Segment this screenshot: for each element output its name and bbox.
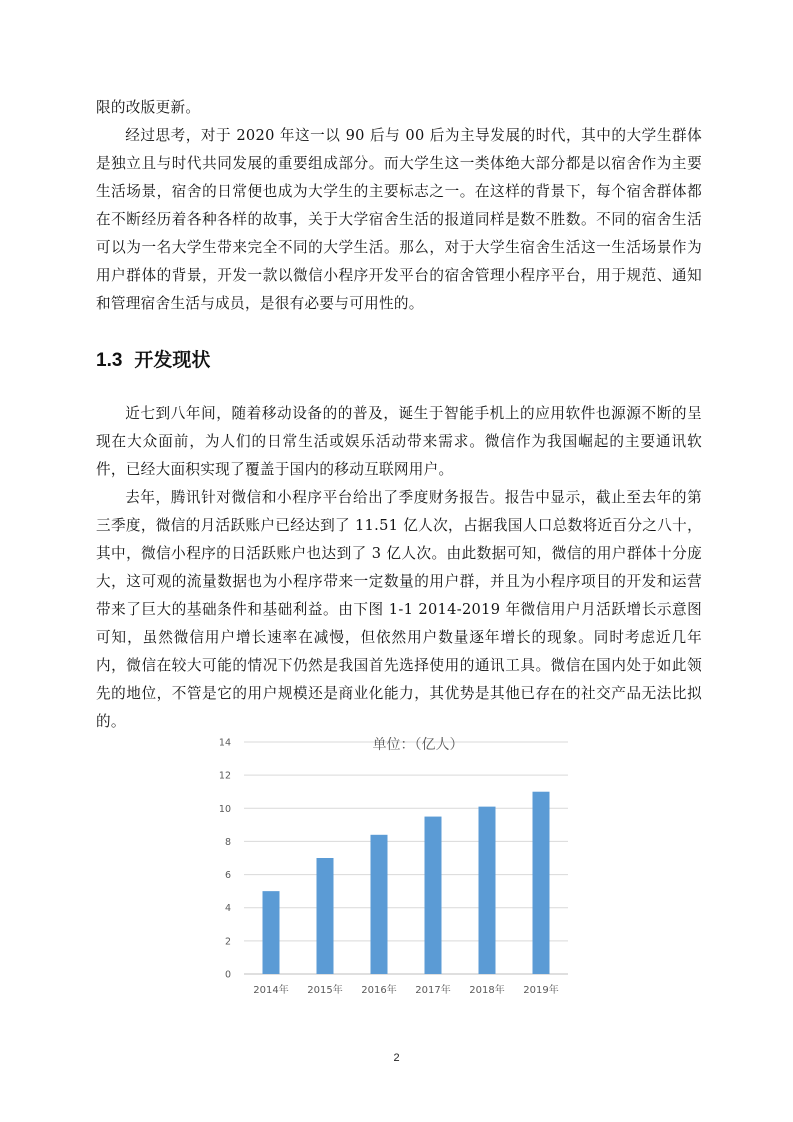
x-category-label: 2014年 [253,985,289,996]
body-text-top [96,94,702,318]
wechat-mau-chart [200,728,580,1003]
page-number: 2 [393,1052,400,1064]
section-heading [96,346,210,376]
section-number: 1.3 [96,350,123,371]
chart-bars [263,792,550,974]
chart-x-categories [253,983,558,996]
bar-2019年 [533,792,550,974]
bar-2015年 [317,858,334,974]
y-tick-label: 12 [218,770,231,782]
x-category-label: 2015年 [307,985,343,996]
paragraph-wechat-report: 去年，腾讯针对微信和小程序平台给出了季度财务报告。报告中显示，截止至去年的第三季度，微信的月活跃账户已经达到了 11.51 亿人次，占据我国人口总数将近百分之八十，其中，微信小程序的日活跃账户也达到了 3 亿人次。由此数据可知，微信的用户群体十分庞大，这可观的流量数据也为小程序带来一定数量的用户群，并且为小程序项目的开发和运营带来了巨大的基础条件和基础利益。由下图 1-1 2014-2019 年微信用户月活跃增长示意图可知，虽然微信用户增长速率在减慢，但依然用户数量逐年增长的现象。同时考虑近几年内，微信在较大可能的情况下仍然是我国首先选择使用的通讯工具。微信在国内处于如此领先的地位，不管是它的用户规模还是商业化能力，其优势是其他已存在的社交产品无法比拟的。 [96,489,702,730]
x-category-label: 2017年 [415,985,451,996]
y-tick-label: 10 [218,803,231,815]
y-tick-label: 8 [224,836,231,848]
bar-2018年 [479,807,496,974]
body-text-bottom [96,400,702,736]
section-title: 开发现状 [134,350,211,371]
paragraph-background: 经过思考，对于 2020 年这一以 90 后与 00 后为主导发展的时代，其中的大学生群体是独立且与时代共同发展的重要组成部分。而大学生这一类体绝大部分都是以宿舍作为主要生活场景，宿舍的日常便也成为大学生的主要标志之一。在这样的背景下，每个宿舍群体都在不断经历着各种各样的故事，关于大学宿舍生活的报道同样是数不胜数。不同的宿舍生活可以为一名大学生带来完全不同的大学生活。那么，对于大学生宿舍生活这一生活场景作为用户群体的背景，开发一款以微信小程序开发平台的宿舍管理小程序平台，用于规范、通知和管理宿舍生活与成员，是很有必要与可用性的。 [96,127,702,312]
bar-2016年 [371,835,388,974]
chart-y-ticks [219,738,231,981]
y-tick-label: 14 [218,737,231,749]
bar-chart-svg [200,728,580,1003]
paragraph-mobile-apps: 近七到八年间，随着移动设备的的普及，诞生于智能手机上的应用软件也源源不断的呈现在大众面前，为人们的日常生活或娱乐活动带来需求。微信作为我国崛起的主要通讯软件，已经大面积实现了覆盖于国内的移动互联网用户。 [96,405,702,478]
chart-title: 单位：（亿人） [372,737,464,753]
x-category-label: 2019年 [523,985,559,996]
y-tick-label: 2 [224,936,231,948]
y-tick-label: 4 [224,903,231,915]
bar-2017年 [425,817,442,974]
x-category-label: 2018年 [469,985,505,996]
bar-2014年 [263,891,280,974]
y-tick-label: 0 [224,969,231,981]
x-category-label: 2016年 [361,985,397,996]
chart-gridlines [244,742,568,974]
paragraph-continued: 限的改版更新。 [96,99,201,116]
y-tick-label: 6 [224,870,231,882]
